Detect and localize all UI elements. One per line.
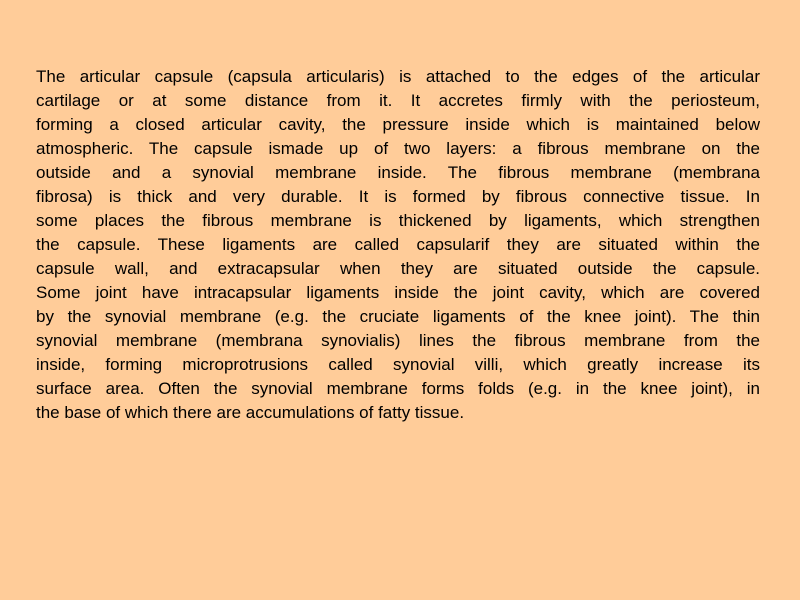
paragraph-line: The articular capsule (capsula articularis) is attached to the edges of the articular <box>36 67 760 86</box>
paragraph-line: surface area. Often the synovial membrane forms folds (e.g. in the knee joint), in <box>36 379 760 398</box>
paragraph-line: cartilage or at some distance from it. It accretes firmly with the periosteum, <box>36 91 760 110</box>
paragraph-line: the base of which there are accumulations of fatty tissue. <box>36 403 465 422</box>
paragraph-line: synovial membrane (membrana synovialis) lines the fibrous membrane from the <box>36 331 760 350</box>
paragraph-line: fibrosa) is thick and very durable. It is formed by fibrous connective tissue. In <box>36 187 760 206</box>
body-paragraph <box>36 65 760 425</box>
paragraph-line: the capsule. These ligaments are called capsularif they are situated within the <box>36 235 760 254</box>
paragraph-line: Some joint have intracapsular ligaments inside the joint cavity, which are covered <box>36 283 760 302</box>
paragraph-line: inside, forming microprotrusions called synovial villi, which greatly increase its <box>36 355 760 374</box>
paragraph-line: forming a closed articular cavity, the pressure inside which is maintained below <box>36 115 760 134</box>
paragraph-line: outside and a synovial membrane inside. The fibrous membrane (membrana <box>36 163 760 182</box>
paragraph-line: capsule wall, and extracapsular when they are situated outside the capsule. <box>36 259 760 278</box>
paragraph-line: atmospheric. The capsule ismade up of two layers: a fibrous membrane on the <box>36 139 760 158</box>
paragraph-line: by the synovial membrane (e.g. the cruciate ligaments of the knee joint). The thin <box>36 307 760 326</box>
paragraph-line: some places the fibrous membrane is thickened by ligaments, which strengthen <box>36 211 760 230</box>
